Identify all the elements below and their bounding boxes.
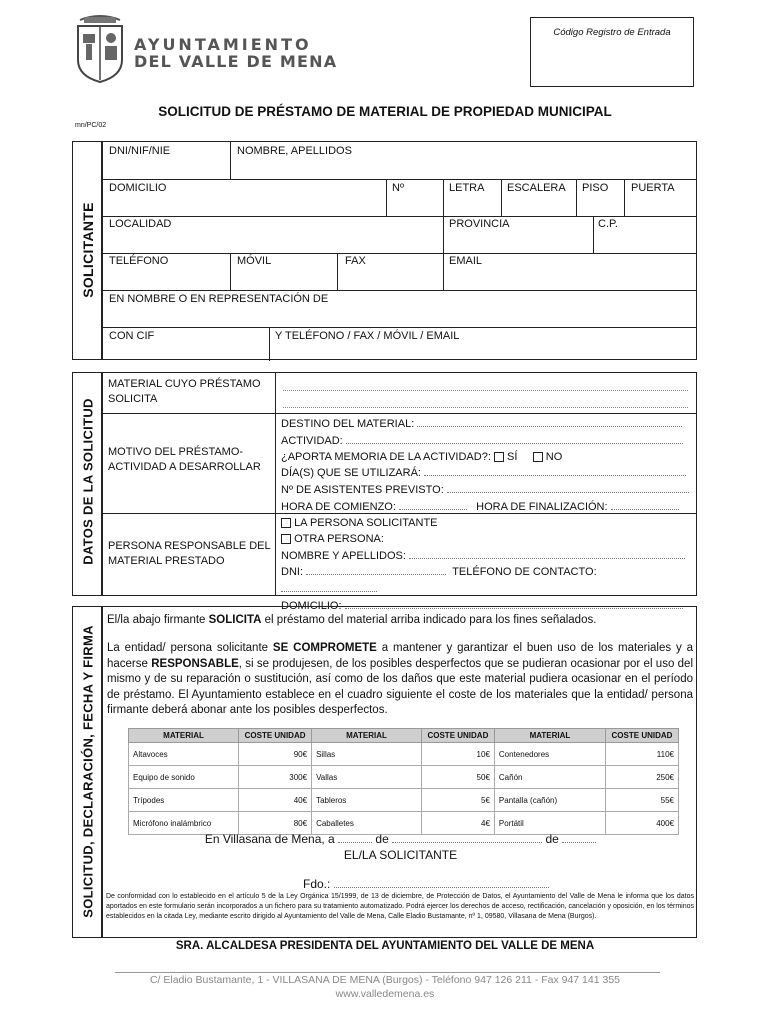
cost-value-cell: 80€ [239,812,312,835]
responsable-label: PERSONA RESPONSABLE DEL MATERIAL PRESTADO [108,540,271,567]
solicitud-grid [102,372,697,612]
footer-website[interactable]: www.valledemena.es [335,988,435,1000]
year-input[interactable] [562,832,596,843]
nombre-field[interactable]: NOMBRE, APELLIDOS [237,145,352,157]
hora-fin-label: HORA DE FINALIZACIÓN: [476,500,608,513]
cost-table [128,728,679,835]
asistentes-input[interactable] [447,482,689,493]
place-date-prefix: En Villasana de Mena, a [204,832,335,846]
motivo-label: MOTIVO DEL PRÉSTAMO-ACTIVIDAD A DESARROLLAR [108,446,261,473]
memoria-label: ¿APORTA MEMORIA DE LA ACTIVIDAD?: [281,450,491,463]
cost-header-cell: COSTE UNIDAD [239,729,312,743]
telefono-contacto-input[interactable] [281,581,377,592]
actividad-label: ACTIVIDAD: [281,434,343,447]
registry-box-label: Código Registro de Entrada [553,27,671,38]
footer-divider [115,972,660,973]
org-name-line1: AYUNTAMIENTO [134,35,312,54]
table-row [129,766,679,789]
signature-line [303,877,549,891]
declaracion-p1 [107,613,693,629]
cost-header-cell: COSTE UNIDAD [605,729,678,743]
signer-label: EL/LA SOLICITANTE [343,848,458,862]
declaracion-box [102,606,697,938]
cost-value-cell: 5€ [421,789,494,812]
place-date-line [103,832,698,846]
cost-value-cell: 4€ [421,812,494,835]
declaracion-side-label: SOLICITUD, DECLARACIÓN, FECHA Y FIRMA [80,625,96,918]
cost-header-cell: MATERIAL [312,729,422,743]
p2-c: , si se produjesen, de los posibles desperfectos que se pudieran ocasionar por el uso del mismo y de su reparación o sustitución, así como de los daños que este material pudiera ocasionar en el período de préstamo. El Ayuntamiento establece en el cuadro siguiente el coste de los materiales que la entidad/ persona firmante deberá abonar ante los posibles desperfectos. [107,657,693,716]
email-field[interactable]: EMAIL [449,255,483,267]
solicitud-side [72,372,102,596]
piso-field[interactable]: PISO [582,182,609,194]
nombre-apellidos-label: NOMBRE Y APELLIDOS: [281,549,406,562]
registry-box [530,17,694,87]
cost-material-cell: Cañón [494,766,605,789]
no-label: NO [545,450,563,463]
form-code: mn/PC/02 [75,122,107,129]
fdo-label: Fdo.: [303,877,331,891]
declaracion-side [72,606,102,938]
solicitante-grid [102,141,697,360]
numero-field[interactable]: Nº [392,182,404,194]
declaracion-p2 [107,641,693,719]
p2-b: a mantener y garantizar el buen uso de los materiales y a hacerse [107,642,693,670]
place-date-de-2: de [545,832,559,846]
cost-value-cell: 90€ [239,743,312,766]
dias-input[interactable] [424,465,686,476]
contacto-field[interactable]: Y TELÉFONO / FAX / MÓVIL / EMAIL [275,330,460,342]
otra-persona-label: OTRA PERSONA: [294,532,384,545]
org-name [134,36,337,70]
persona-solicitante-label: LA PERSONA SOLICITANTE [294,517,438,529]
cost-material-cell: Vallas [312,766,422,789]
cost-value-cell: 40€ [239,789,312,812]
localidad-field[interactable]: LOCALIDAD [109,218,172,230]
solicitante-side-label: SOLICITANTE [80,202,96,298]
p1-pre: El/la abajo firmante [107,614,209,626]
responsable-dni-input[interactable] [306,564,446,575]
dni-field[interactable]: DNI/NIF/NIE [109,145,171,157]
day-input[interactable] [338,832,372,843]
material-input-line-1[interactable] [283,390,688,391]
telefono-field[interactable]: TELÉFONO [109,255,169,267]
cost-material-cell: Contenedores [494,743,605,766]
cost-material-cell: Trípodes [129,789,239,812]
representacion-field[interactable]: EN NOMBRE O EN REPRESENTACIÓN DE [109,293,329,305]
org-name-line2: DEL VALLE DE MENA [134,52,338,71]
cost-value-cell: 110€ [605,743,678,766]
destino-label: DESTINO DEL MATERIAL: [281,418,415,430]
place-date-de-1: de [375,832,389,846]
cost-material-cell: Altavoces [129,743,239,766]
fax-field[interactable]: FAX [345,255,366,267]
privacy-notice: De conformidad con lo establecido en el artículo 5 de la Ley Orgánica 15/1999, de 13 de diciembre, de Protección de Datos, el Ayuntamiento del Valle de Mena le informa que los datos aportados en este formulario serán incorporados a un fichero para su tratamiento automatizado. Podrá ejercer los derechos de acceso, rectificación, cancelación y oposición, en los términos establecidos en la citada Ley, mediante escrito dirigido al Ayuntamiento del Valle de Mena, Calle Eladio Bustamante, nº 1, 09580, Villasana de Mena (Burgos). [106,893,694,920]
otra-persona-checkbox[interactable] [281,534,291,544]
puerta-field[interactable]: PUERTA [631,182,675,194]
cost-material-cell: Sillas [312,743,422,766]
movil-field[interactable]: MÓVIL [237,255,272,267]
addressee: SRA. ALCALDESA PRESIDENTA DEL AYUNTAMIENTO DEL VALLE DE MENA [175,940,595,952]
cost-value-cell: 250€ [605,766,678,789]
no-checkbox[interactable] [533,452,543,462]
cost-header-cell: MATERIAL [129,729,239,743]
asistentes-label: Nº DE ASISTENTES PREVISTO: [281,484,444,497]
cost-table-header [129,729,679,743]
motivo-lines [281,416,693,516]
hora-comienzo-input[interactable] [399,499,467,510]
actividad-input[interactable] [346,433,683,444]
si-label: SÍ [507,450,518,463]
responsable-dni-label: DNI: [281,566,303,579]
month-input[interactable] [392,832,542,843]
cost-value-cell: 10€ [421,743,494,766]
cp-field[interactable]: C.P. [598,218,618,230]
provincia-field[interactable]: PROVINCIA [449,218,510,230]
cost-value-cell: 50€ [421,766,494,789]
signature-input[interactable] [334,877,549,888]
table-row [129,743,679,766]
solicitante-side [72,141,102,360]
cost-header-cell: MATERIAL [494,729,605,743]
dias-label: DÍA(S) QUE SE UTILIZARÁ: [281,467,421,480]
solicitud-side-label: DATOS DE LA SOLICITUD [80,398,96,565]
responsable-lines [281,516,693,615]
cost-material-cell: Micrófono inalámbrico [129,812,239,835]
hora-comienzo-label: HORA DE COMIENZO: [281,500,396,513]
destino-input[interactable] [417,416,682,427]
cif-field[interactable]: CON CIF [109,330,155,342]
nombre-apellidos-input[interactable] [409,548,685,559]
persona-solicitante-checkbox[interactable] [281,518,291,528]
domicilio-field[interactable]: DOMICILIO [109,182,167,194]
table-row [129,789,679,812]
cost-header-cell: COSTE UNIDAD [421,729,494,743]
cost-material-cell: Tableros [312,789,422,812]
si-checkbox[interactable] [494,452,504,462]
cost-value-cell: 300€ [239,766,312,789]
hora-fin-input[interactable] [611,499,679,510]
letra-field[interactable]: LETRA [449,182,485,194]
form-title: SOLICITUD DE PRÉSTAMO DE MATERIAL DE PROPIEDAD MUNICIPAL [158,104,612,119]
cost-value-cell: 55€ [605,789,678,812]
coat-of-arms-logo [72,14,128,84]
p1-bold: SOLICITA [208,614,262,626]
cost-value-cell: 400€ [605,812,678,835]
p2-bold2: RESPONSABLE [151,657,239,670]
cost-material-cell: Portátil [494,812,605,835]
cost-material-cell: Caballetes [312,812,422,835]
p2-a: La entidad/ persona solicitante [107,642,273,654]
p1-post: el préstamo del material arriba indicado para los fines señalados. [261,614,597,626]
telefono-contacto-label: TELÉFONO DE CONTACTO: [452,566,597,579]
escalera-field[interactable]: ESCALERA [507,182,566,194]
cost-material-cell: Pantalla (cañón) [494,789,605,812]
p2-bold1: SE COMPROMETE [272,642,377,654]
cost-material-cell: Equipo de sonido [129,766,239,789]
responsable-domicilio-label: DOMICILIO: [281,599,342,612]
material-input-line-2[interactable] [283,407,688,408]
footer-address: C/ Eladio Bustamante, 1 - VILLASANA DE MENA (Burgos) - Teléfono 947 126 211 - Fax 947 141 355 [149,974,621,986]
material-label: MATERIAL CUYO PRÉSTAMO SOLICITA [108,378,261,405]
